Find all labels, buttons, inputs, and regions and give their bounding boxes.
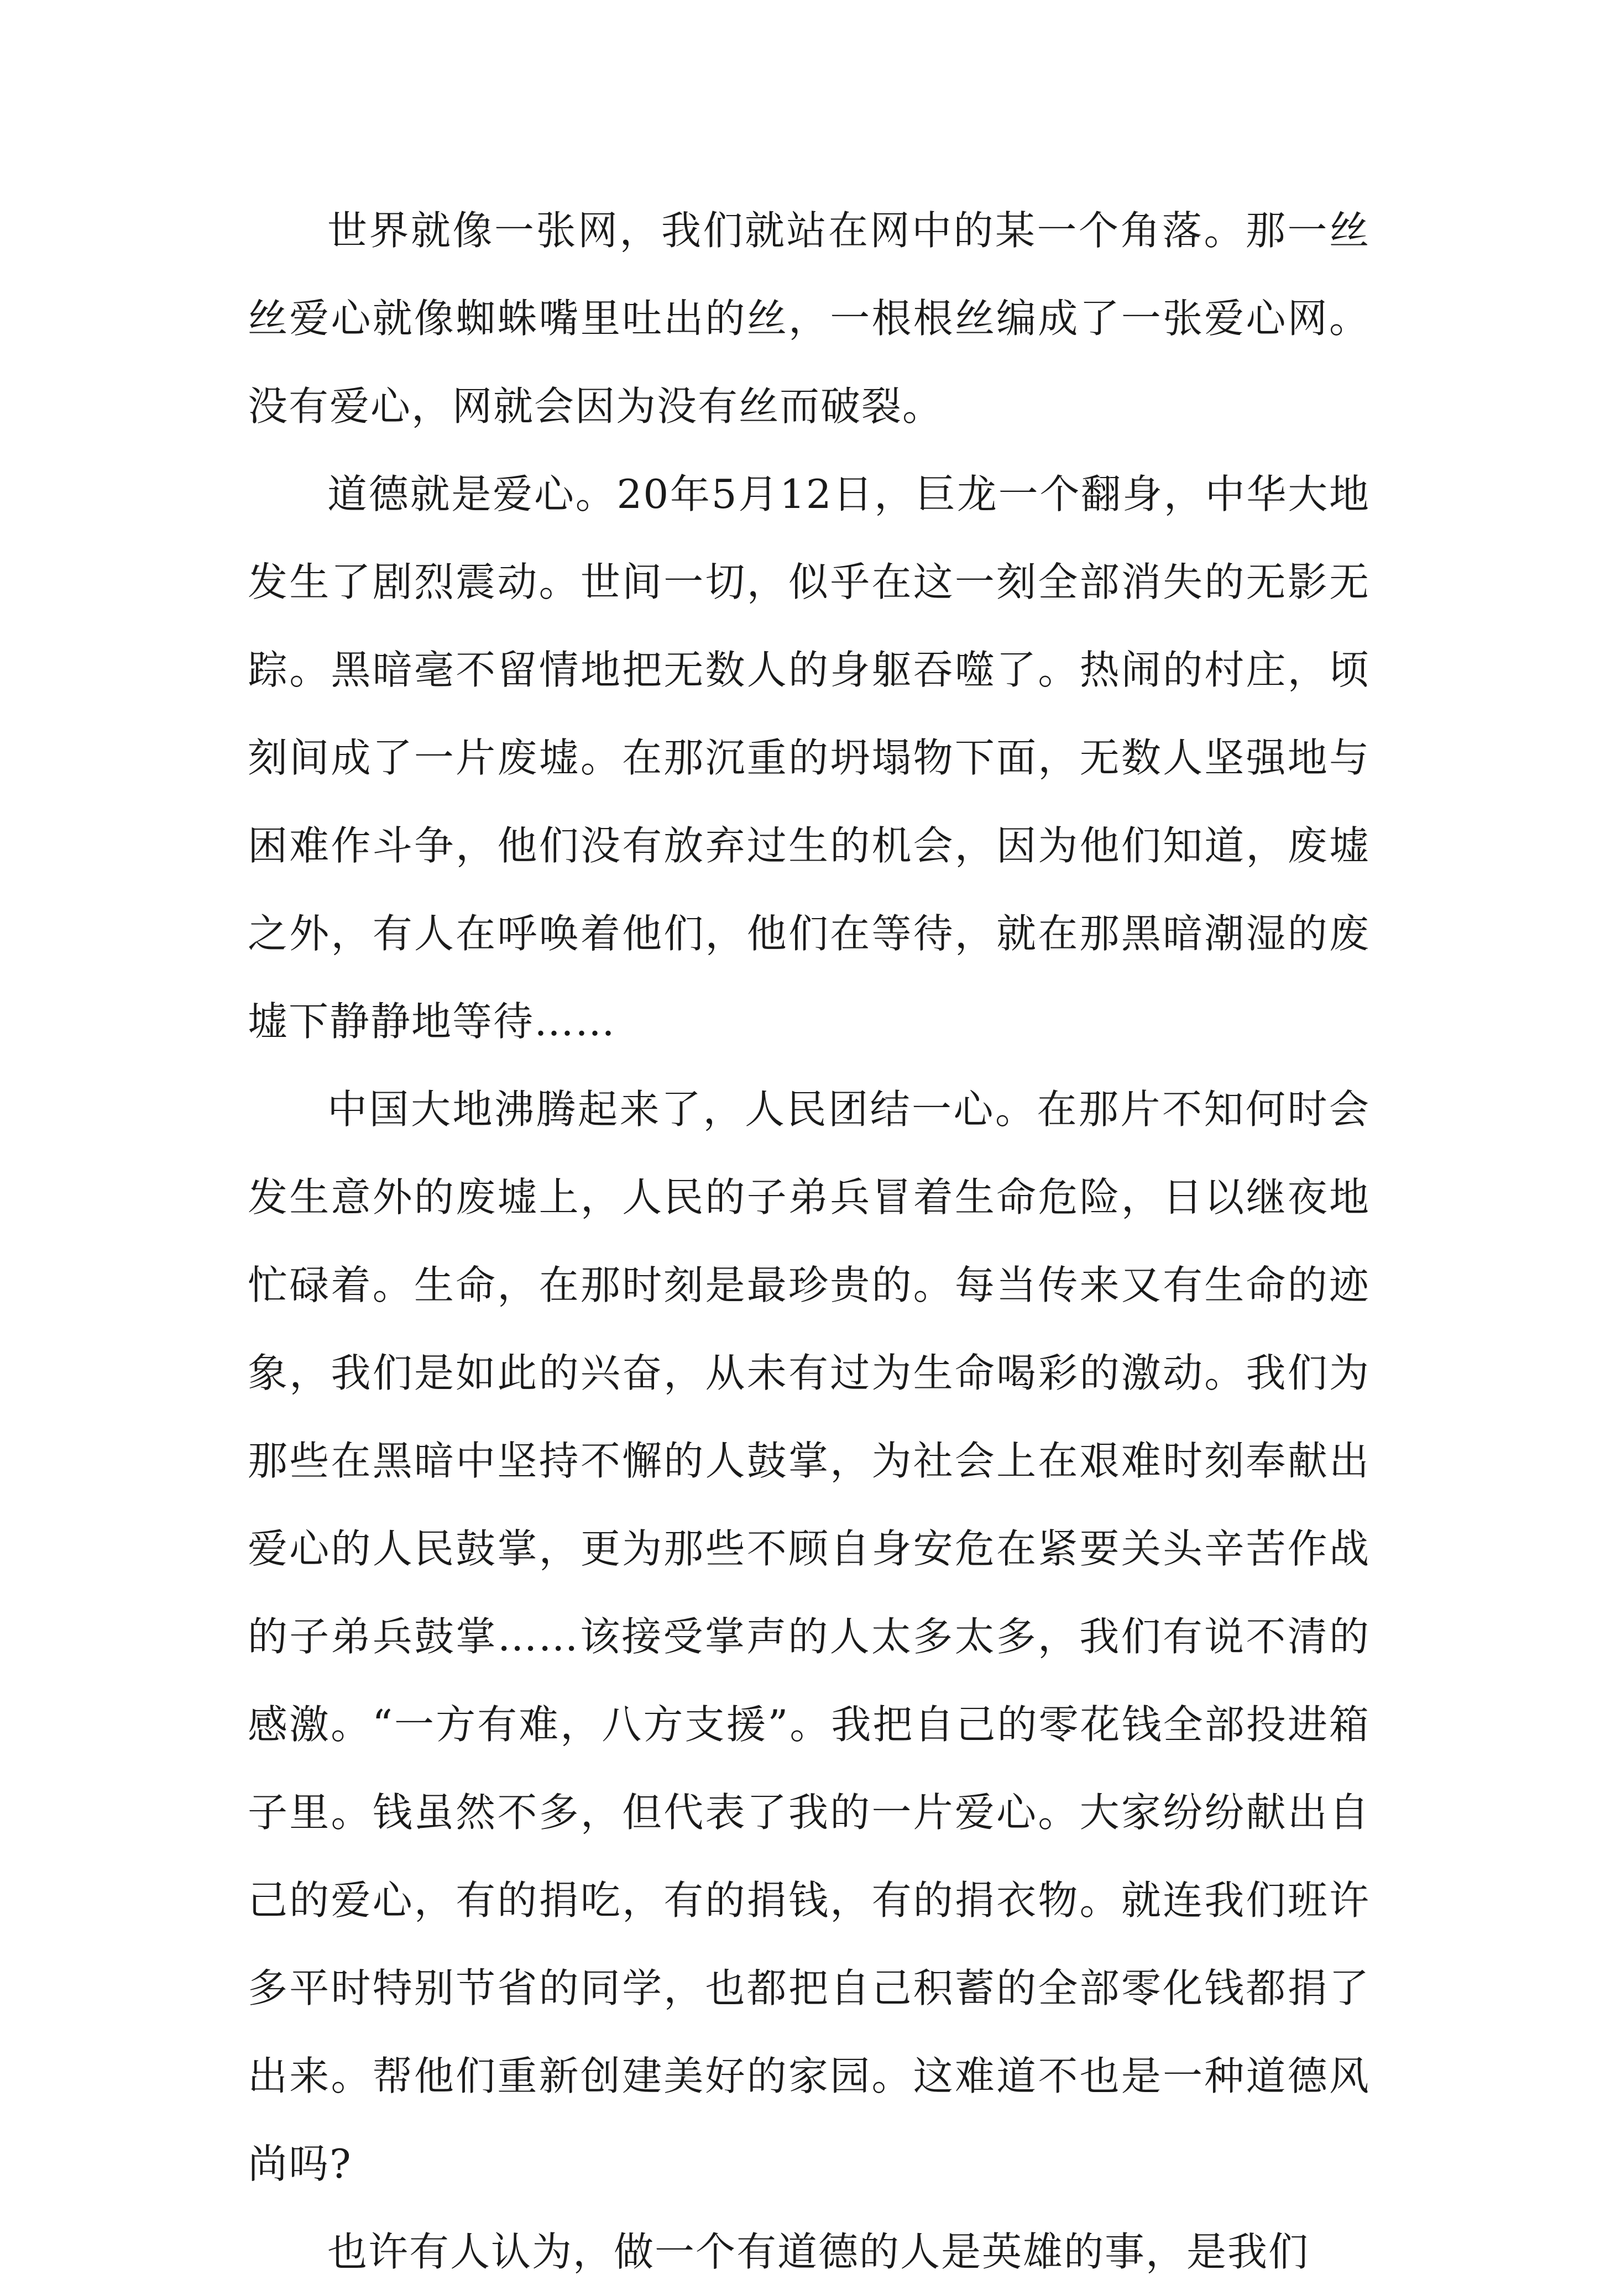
document-body [248,187,1370,2296]
paragraph-3: 中国大地沸腾起来了，人民团结一心。在那片不知何时会发生意外的废墟上，人民的子弟兵冒着生命危险，日以继夜地忙碌着。生命，在那时刻是最珍贵的。每当传来又有生命的迹象，我们是如此的兴奋，从未有过为生命喝彩的激动。我们为那些在黑暗中坚持不懈的人鼓掌，为社会上在艰难时刻奉献出爱心的人民鼓掌，更为那些不顾自身安危在紧要关头辛苦作战的子弟兵鼓掌……该接受掌声的人太多太多，我们有说不清的感激。“一方有难，八方支援”。我把自己的零花钱全部投进箱子里。钱虽然不多，但代表了我的一片爱心。大家纷纷献出自己的爱心，有的捐吃，有的捐钱，有的捐衣物。就连我们班许多平时特别节省的同学，也都把自己积蓄的全部零化钱都捐了出来。帮他们重新创建美好的家园。这难道不也是一种道德风尚吗? [248,1086,1370,2187]
paragraph-1: 世界就像一张网，我们就站在网中的某一个角落。那一丝丝爱心就像蜘蛛嘴里吐出的丝，一根根丝编成了一张爱心网。没有爱心，网就会因为没有丝而破裂。 [248,207,1370,429]
paragraph-4: 也许有人认为，做一个有道德的人是英雄的事，是我们 [327,2229,1310,2275]
paragraph-2: 道德就是爱心。20年5月12日，巨龙一个翻身，中华大地发生了剧烈震动。世间一切，似乎在这一刻全部消失的无影无踪。黑暗毫不留情地把无数人的身躯吞噬了。热闹的村庄，顷刻间成了一片废墟。在那沉重的坍塌物下面，无数人坚强地与困难作斗争，他们没有放弃过生的机会，因为他们知道，废墟之外，有人在呼唤着他们，他们在等待，就在那黑暗潮湿的废墟下静静地等待…… [248,471,1370,1045]
